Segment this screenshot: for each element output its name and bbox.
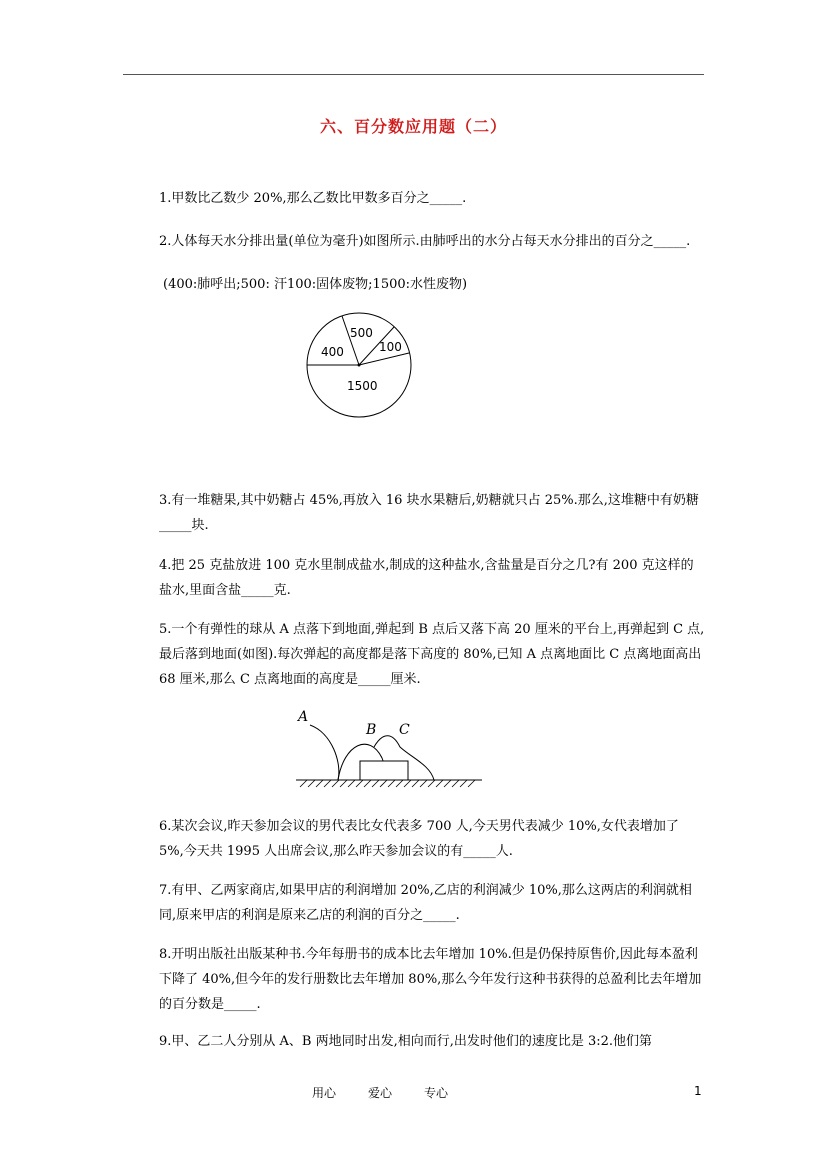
platform [360, 761, 408, 780]
question-2: 2.人体每天水分排出量(单位为毫升)如图所示.由肺呼出的水分占每天水分排出的百分之_____. [159, 234, 691, 249]
footer-word-2: 爱心 [368, 1086, 393, 1100]
page-number: 1 [694, 1084, 702, 1098]
water-pie-chart [300, 306, 420, 426]
question-3: 3.有一堆糖果,其中奶糖占 45%,再放入 16 块水果糖后,奶糖就只占 25%.那么,这堆糖中有奶糖_____块. [159, 493, 699, 533]
pie-label-100: 100 [379, 340, 402, 354]
pie-label-400: 400 [321, 345, 344, 359]
pie-divider-top [342, 316, 359, 365]
point-b-label: B [366, 722, 377, 738]
pie-center-dot [358, 364, 361, 367]
page-title: 六、百分数应用题（二） [319, 117, 507, 136]
question-9: 9.甲、乙二人分别从 A、B 两地同时出发,相向而行,出发时他们的速度比是 3:2.他们第 [159, 1034, 653, 1049]
point-a-label: A [298, 709, 309, 725]
footer-word-3: 专心 [424, 1086, 449, 1100]
pie-legend-note: (400:肺呼出;500: 汗100:固体废物;1500:水性废物) [163, 277, 468, 292]
point-c-label: C [399, 722, 410, 738]
question-5: 5.一个有弹性的球从 A 点落下到地面,弹起到 B 点后又落下高 20 厘米的平台上,再弹起到 C 点,最后落到地面(如图).每次弹起的高度都是落下高度的 80%,已知 A 点离地面比 C 点离地面高出 68 厘米,那么 C 点离地面的高度是_____厘米. [159, 622, 706, 687]
question-1: 1.甲数比乙数少 20%,那么乙数比甲数多百分之_____. [159, 191, 467, 206]
footer-word-1: 用心 [312, 1086, 337, 1100]
bouncing-ball-diagram [292, 703, 487, 788]
pie-label-500: 500 [350, 326, 373, 340]
question-7: 7.有甲、乙两家商店,如果甲店的利润增加 20%,乙店的利润减少 10%,那么这两店的利润就相同,原来甲店的利润是原来乙店的利润的百分之_____. [159, 883, 692, 923]
ball-path-a [310, 725, 339, 780]
question-8: 8.开明出版社出版某种书.今年每册书的成本比去年增加 10%.但是仍保持原售价,因此每本盈利下降了 40%,但今年的发行册数比去年增加 80%,那么今年发行这种书获得的总盈利比去年增加的百分数是_____. [159, 947, 702, 1012]
pie-label-1500: 1500 [347, 379, 378, 393]
header-rule [123, 74, 704, 75]
ground-hatch [300, 780, 475, 787]
question-4: 4.把 25 克盐放进 100 克水里制成盐水,制成的这种盐水,含盐量是百分之几?有 200 克这样的盐水,里面含盐_____克. [159, 558, 694, 598]
footer-motto [312, 1084, 480, 1101]
pie-divider-right [359, 353, 409, 365]
question-6: 6.某次会议,昨天参加会议的男代表比女代表多 700 人,今天男代表减少 10%,女代表增加了 5%,今天共 1995 人出席会议,那么昨天参加会议的有_____人. [159, 819, 684, 859]
